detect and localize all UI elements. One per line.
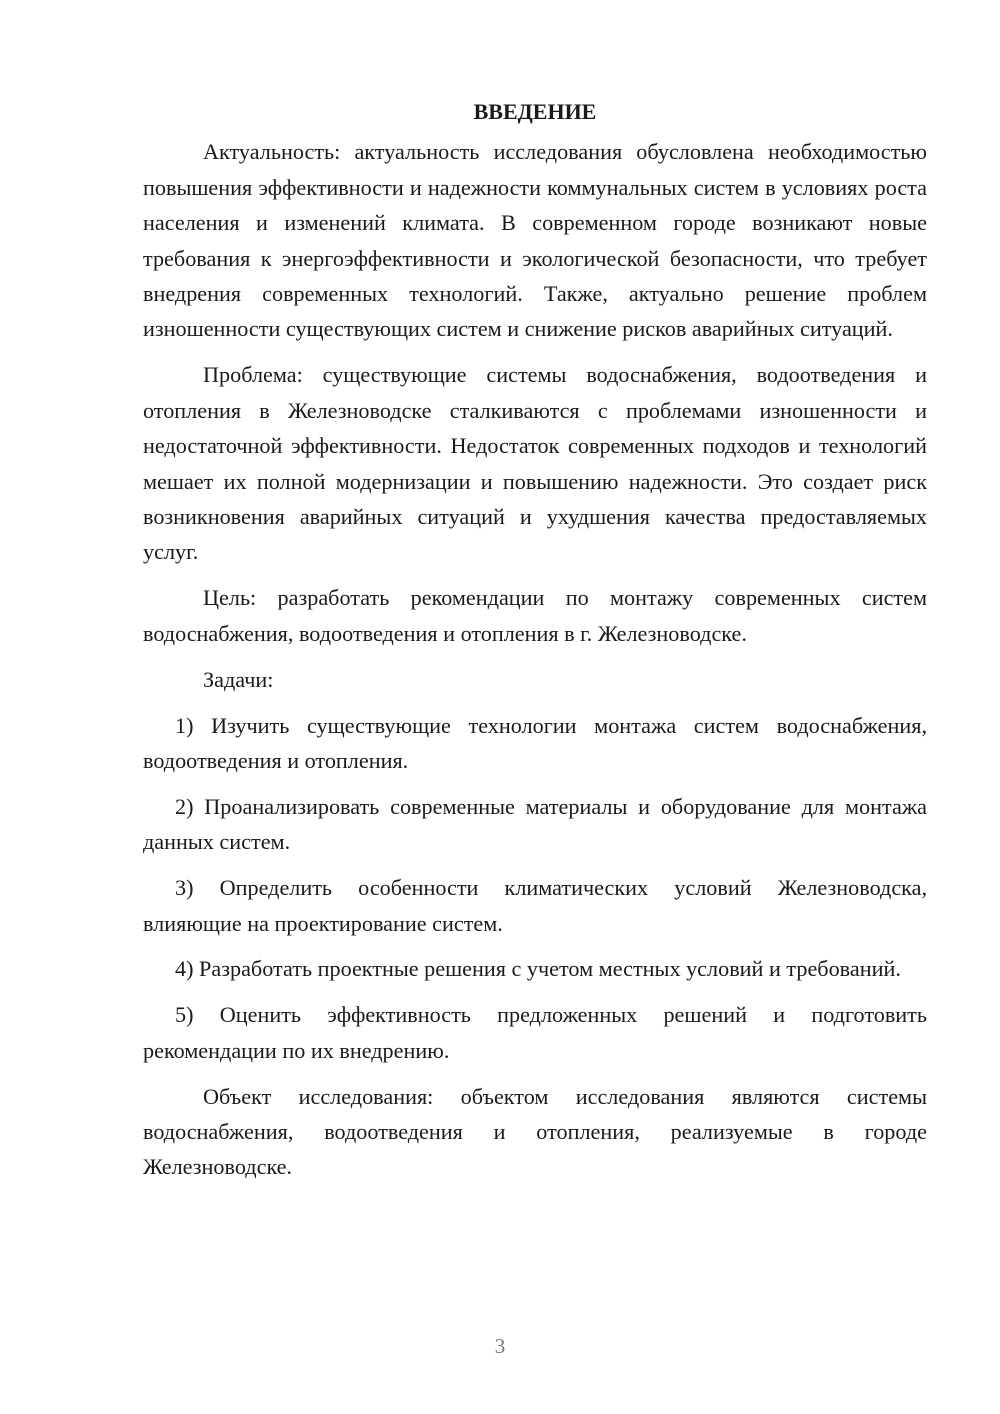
page-number: 3 — [494, 1334, 506, 1358]
task-item-2: 2) Проанализировать современные материалы и оборудование для монтажа данных систем. — [143, 793, 927, 855]
task-item-4: 4) Разработать проектные решения с учетом местных условий и требований. — [175, 956, 901, 982]
task-item-1: 1) Изучить существующие технологии монтажа систем водоснабжения, водоотведения и отопления. — [143, 712, 927, 773]
paragraph-tasks-heading: Задачи: — [203, 666, 274, 692]
paragraph-object: Объект исследования: объектом исследования являются системы водоснабжения, водоотведения и отопления, реализуемые в городе Железноводске. — [143, 1083, 927, 1180]
task-item-3: 3) Определить особенности климатических условий Железноводска, влияющие на проектирование систем. — [143, 875, 927, 936]
paragraph-problem: Проблема: существующие системы водоснабжения, водоотведения и отопления в Железноводске сталкиваются с проблемами изношенности и недостаточной эффективности. Недостаток современных подходов и технологий мешает их полной модернизации и повышению надежности. Это создает риск возникновения аварийных ситуаций и ухудшения качества предоставляемых услуг. — [143, 362, 927, 565]
paragraph-relevance: Актуальность: актуальность исследования обусловлена необходимостью повышения эффективности и надежности коммунальных систем в условиях роста населения и изменений климата. В современном городе возникают новые требования к энергоэффективности и экологической безопасности, что требует внедрения современных технологий. Также, актуально решение проблем изношенности существующих систем и снижение рисков аварийных ситуаций. — [143, 139, 927, 342]
section-title: ВВЕДЕНИЕ — [473, 99, 597, 124]
paragraph-goal: Цель: разработать рекомендации по монтажу современных систем водоснабжения, водоотведения и отопления в г. Железноводске. — [143, 585, 927, 646]
task-item-5: 5) Оценить эффективность предложенных решений и подготовить рекомендации по их внедрению. — [143, 1002, 927, 1063]
page-content — [143, 94, 927, 1195]
